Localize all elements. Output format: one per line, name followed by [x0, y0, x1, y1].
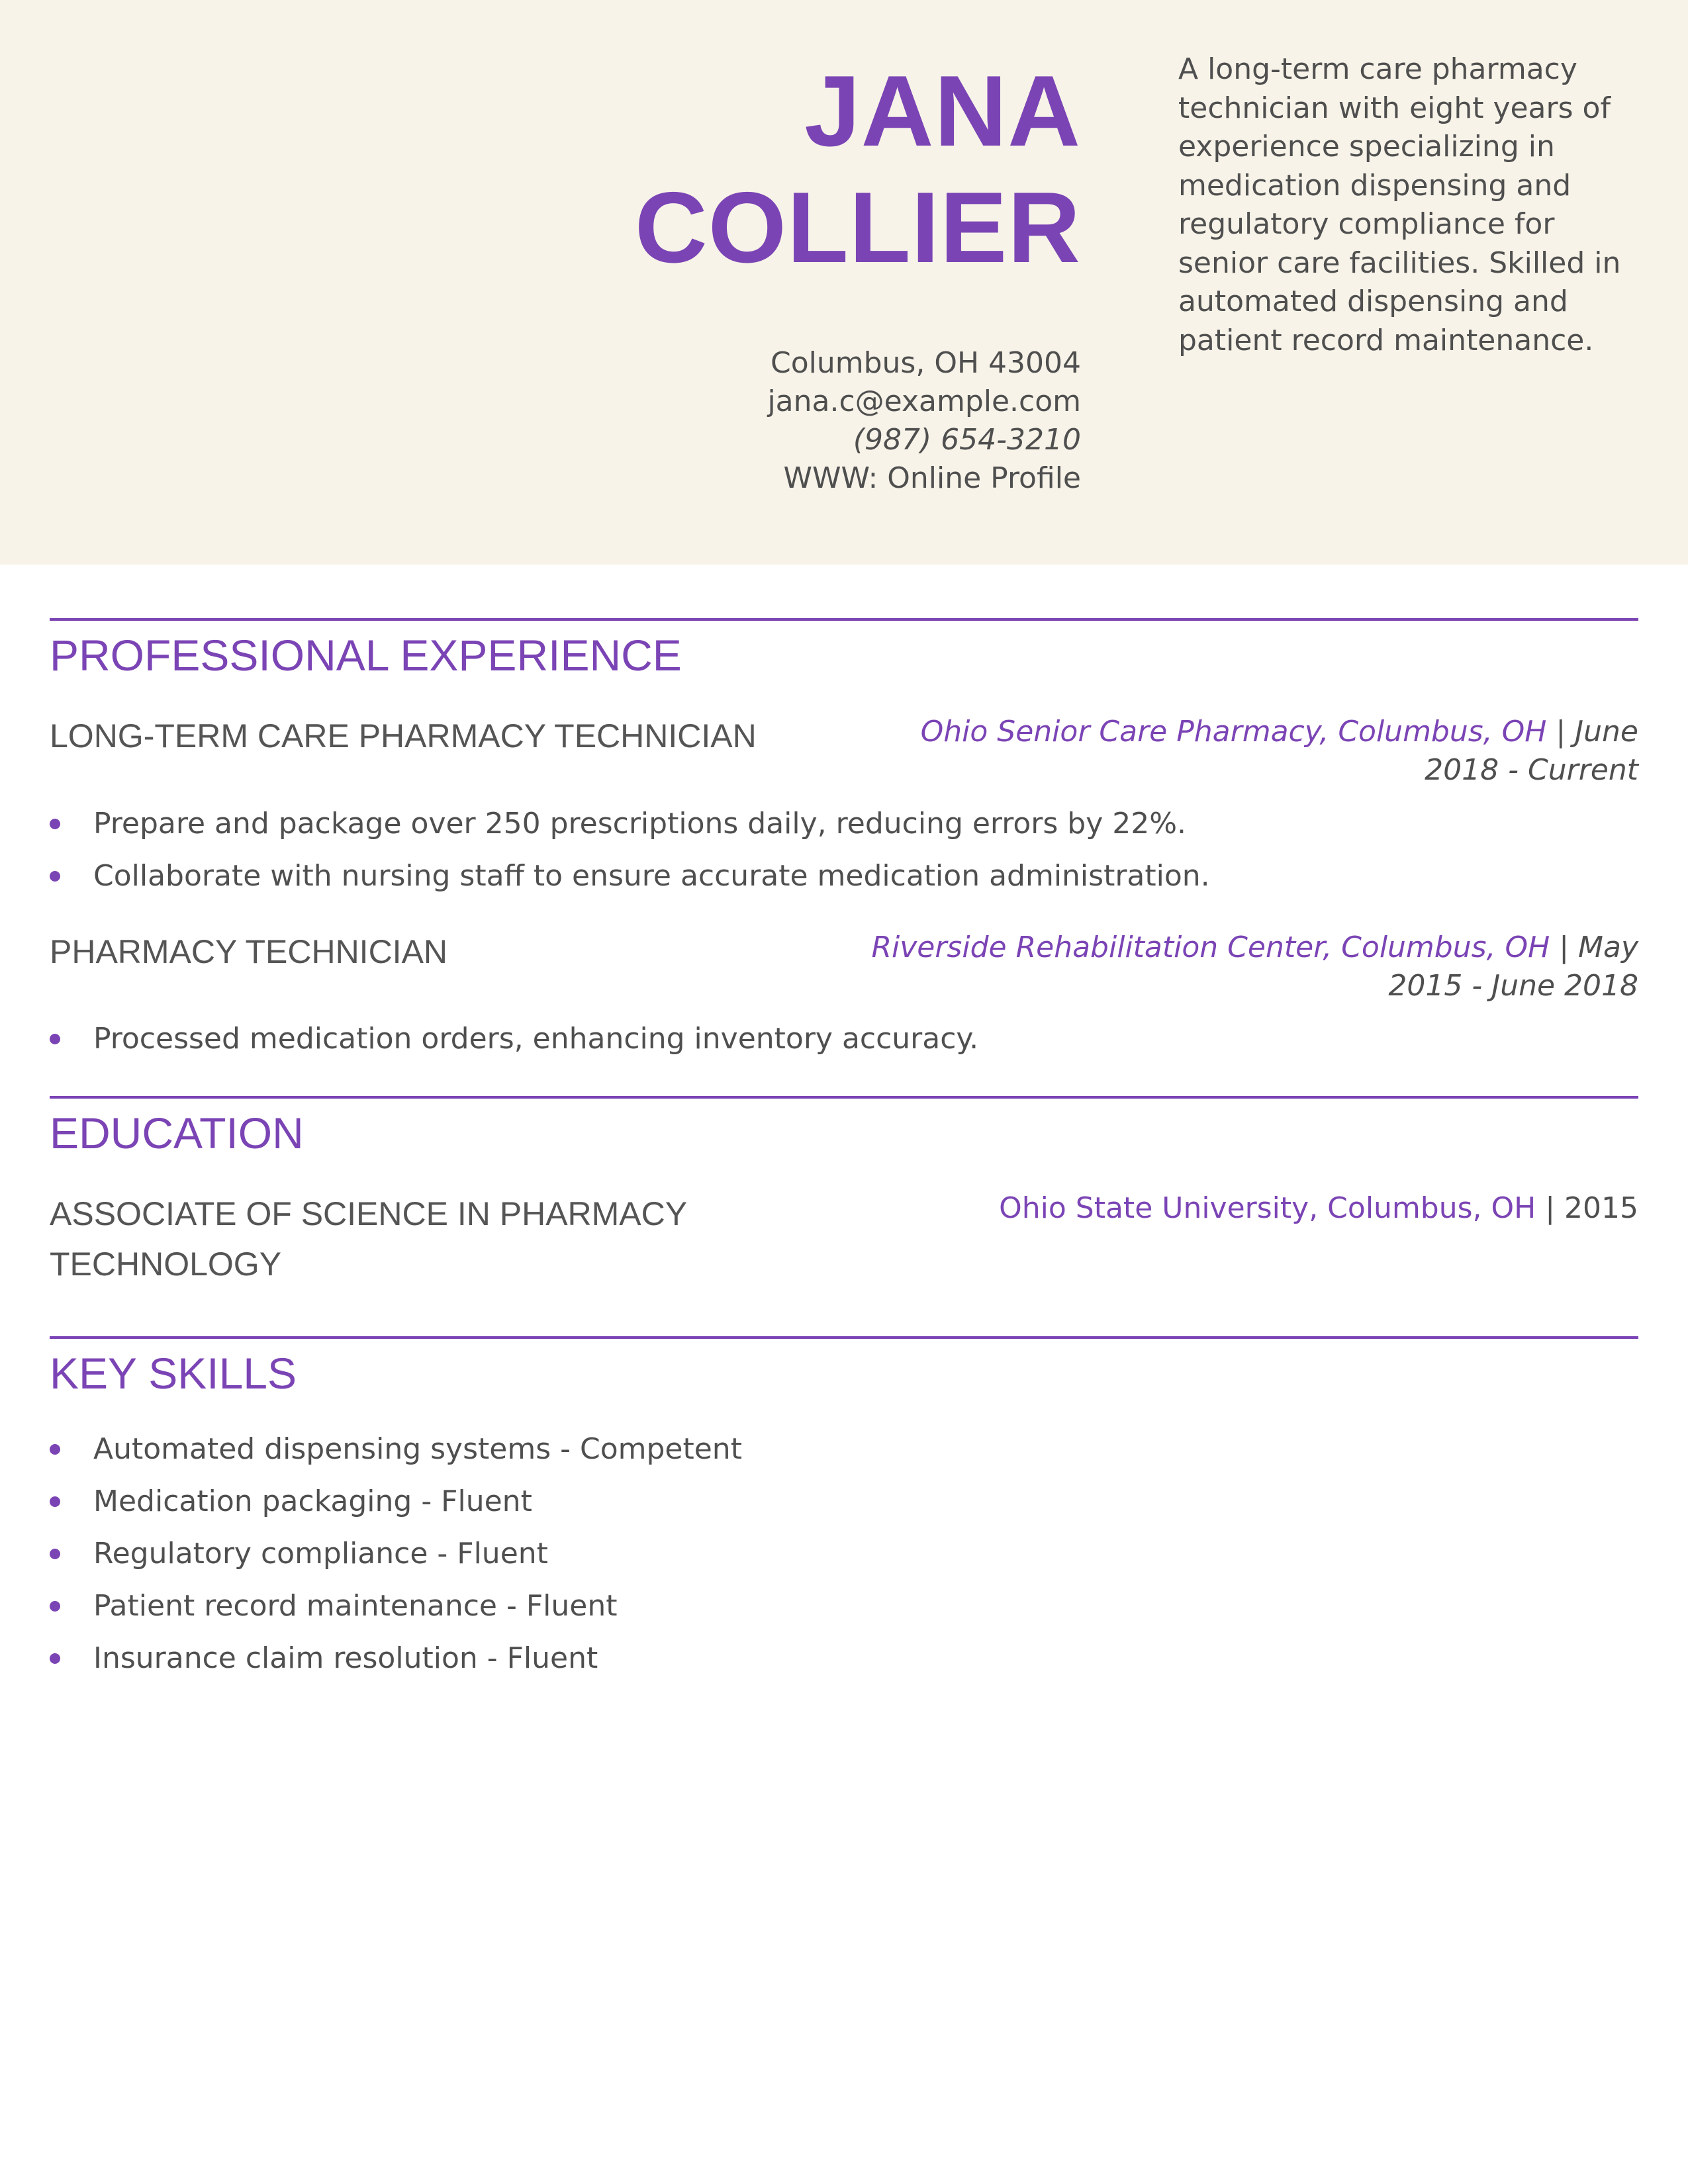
list-item: Regulatory compliance - Fluent	[50, 1527, 1638, 1580]
job-bullets	[50, 1013, 1638, 1065]
bullet-icon	[50, 1444, 60, 1455]
list-item: Processed medication orders, enhancing inventory accuracy.	[50, 1013, 1638, 1065]
job-org: Ohio Senior Care Pharmacy, Columbus, OH	[920, 715, 1547, 749]
bullet-icon	[50, 1653, 60, 1664]
candidate-name	[419, 53, 1081, 286]
contact-block	[485, 344, 1081, 498]
section-title-education: EDUCATION	[50, 1109, 304, 1158]
bullet-icon	[50, 1496, 60, 1507]
header-band	[0, 0, 1688, 565]
education-meta	[844, 1189, 1638, 1228]
phone: (987) 654-3210	[853, 423, 1081, 457]
job-dates-start: May	[1578, 931, 1638, 964]
job-dates-start: June	[1575, 715, 1638, 749]
section-title-skills: KEY SKILLS	[50, 1349, 297, 1398]
job-meta	[844, 929, 1638, 1005]
section-title-experience: PROFESSIONAL EXPERIENCE	[50, 631, 682, 680]
website-link[interactable]: WWW: Online Profile	[783, 461, 1081, 495]
section-divider	[50, 1336, 1638, 1339]
job-title: PHARMACY TECHNICIAN	[50, 933, 448, 970]
list-item: Medication packaging - Fluent	[50, 1475, 1638, 1527]
meta-separator: |	[1536, 1191, 1565, 1225]
meta-separator: |	[1550, 931, 1579, 964]
last-name: COLLIER	[634, 171, 1081, 284]
list-item: Insurance claim resolution - Fluent	[50, 1632, 1638, 1684]
list-item: Prepare and package over 250 prescriptions daily, reducing errors by 22%.	[50, 797, 1638, 850]
meta-separator: |	[1546, 715, 1575, 749]
job-dates-end: 2018 - Current	[1425, 753, 1638, 787]
list-item: Patient record maintenance - Fluent	[50, 1580, 1638, 1632]
graduation-year: 2015	[1564, 1191, 1638, 1225]
list-item: Collaborate with nursing staff to ensure accurate medication administration.	[50, 850, 1638, 902]
job-title: LONG-TERM CARE PHARMACY TECHNICIAN	[50, 717, 757, 754]
location: Columbus, OH 43004	[770, 346, 1081, 380]
section-divider	[50, 1096, 1638, 1099]
job-bullets	[50, 797, 1638, 902]
degree-title: ASSOCIATE OF SCIENCE IN PHARMACY TECHNOLOGY	[50, 1195, 688, 1283]
email-link[interactable]: jana.c@example.com	[767, 385, 1081, 418]
bullet-icon	[50, 871, 60, 882]
bullet-icon	[50, 819, 60, 829]
job-org: Riverside Rehabilitation Center, Columbus, OH	[871, 931, 1550, 964]
first-name: JANA	[804, 55, 1081, 167]
job-dates-end: 2015 - June 2018	[1388, 969, 1638, 1003]
summary: A long-term care pharmacy technician with eight years of experience specializing in medication dispensing and regulatory compliance for senior care facilities. Skilled in automated dispensing and patient record maintenance.	[1178, 52, 1621, 357]
bullet-icon	[50, 1034, 60, 1044]
skills-list	[50, 1423, 1638, 1684]
bullet-icon	[50, 1601, 60, 1612]
section-divider	[50, 618, 1638, 621]
bullet-icon	[50, 1549, 60, 1559]
school: Ohio State University, Columbus, OH	[999, 1191, 1536, 1225]
list-item: Automated dispensing systems - Competent	[50, 1423, 1638, 1475]
job-meta	[844, 713, 1638, 790]
